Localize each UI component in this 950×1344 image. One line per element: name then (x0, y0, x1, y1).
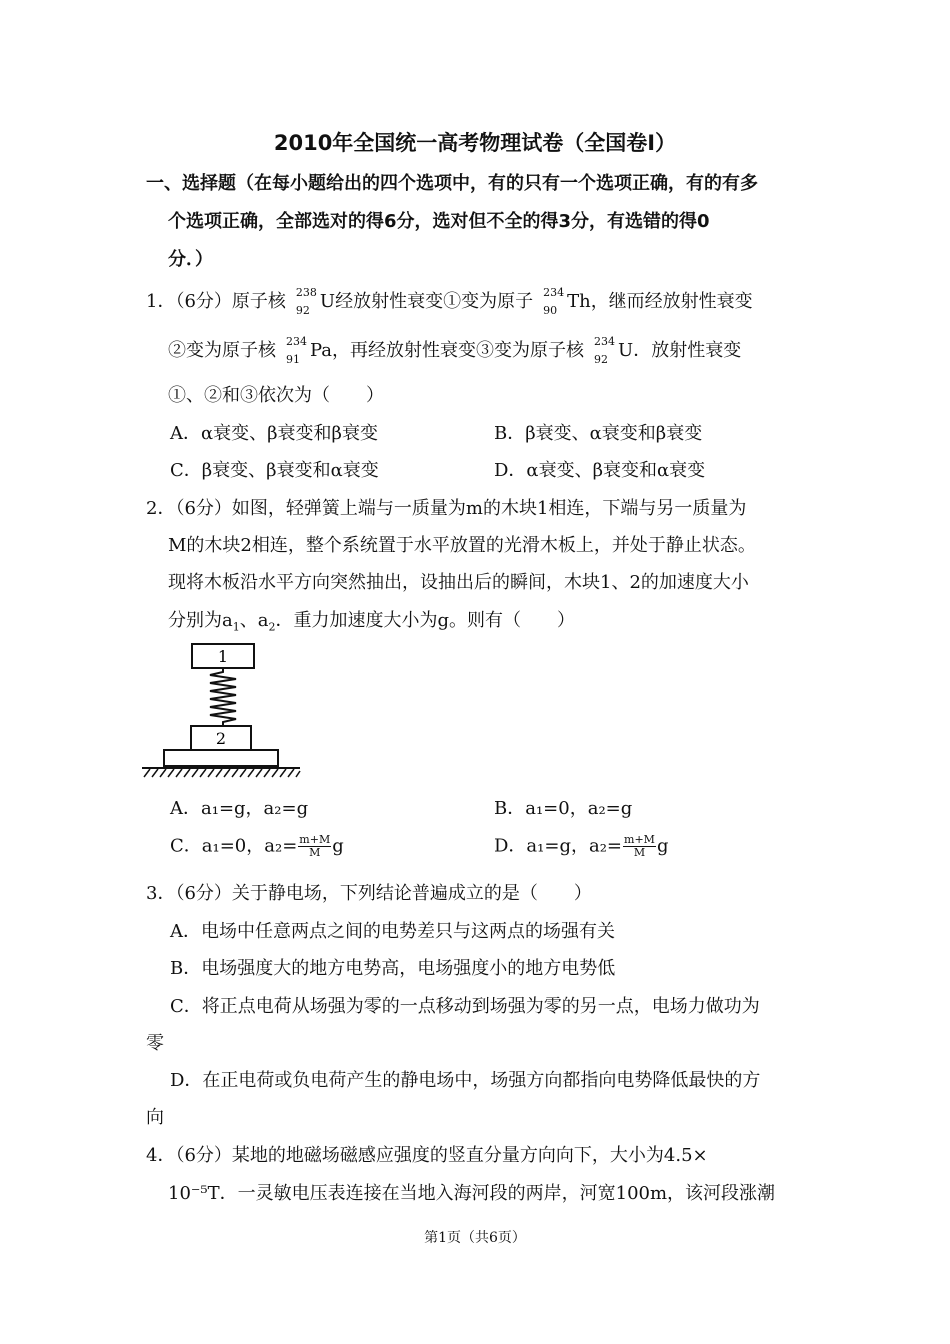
q1-text: 1．（6分）原子核 (146, 291, 286, 312)
block-2-label: 2 (215, 729, 227, 748)
fraction: $\frac{m+M}{M}$ (299, 833, 331, 859)
nuclide-u238: 238 92 (295, 286, 317, 317)
page-title: 2010年全国统一高考物理试卷（全国卷Ⅰ） (273, 131, 677, 155)
q2-line1: 2．（6分）如图，轻弹簧上端与一质量为m的木块1相连，下端与另一质量为 (146, 498, 747, 519)
board (164, 750, 278, 766)
q2-option-c: C．a₁=0，a₂= $\frac{m+M}{M}$ g (170, 833, 344, 859)
q2-option-a: A．a₁=g，a₂=g (170, 798, 309, 819)
section-heading-line2: 个选项正确，全部选对的得6分，选对但不全的得3分，有选错的得0 (168, 211, 710, 232)
q2-line4: 分别为$a_1$、$a_2$．重力加速度大小为g。则有（ ） (168, 610, 575, 634)
q3-option-c-line1: C．将正点电荷从场强为零的一点移动到场强为零的另一点，电场力做功为 (170, 996, 760, 1017)
nuclide-u234: 234 92 (594, 335, 616, 366)
q3-line1: 3．（6分）关于静电场，下列结论普遍成立的是（ ） (146, 883, 592, 904)
spring-blocks-figure (140, 640, 305, 780)
nuclide-pa234: 234 91 (286, 335, 307, 366)
q1-line3: ①、②和③依次为（ ） (168, 385, 384, 406)
nuclide-th234: 234 90 (543, 286, 565, 317)
spring (210, 668, 236, 726)
fraction: $\frac{m+M}{M}$ (624, 833, 655, 859)
nuclide-symbol: U (319, 291, 336, 312)
q2-line3: 现将木板沿水平方向突然抽出，设抽出后的瞬间，木块1、2的加速度大小 (168, 572, 749, 593)
q3-option-d-line1: D．在正电荷或负电荷产生的静电场中，场强方向都指向电势降低最快的方 (170, 1070, 761, 1091)
q1-option-c: C．β衰变、β衰变和α衰变 (170, 460, 379, 481)
section-heading-line3: 分．） (168, 249, 213, 270)
q1-line1: 1．（6分）原子核 238 92 U经放射性衰变①变为原子 234 90 Th，继而经放射性衰变 (146, 286, 753, 317)
block-1-label: 1 (217, 647, 229, 666)
q3-option-b: B．电场强度大的地方电势高，电场强度小的地方电势低 (170, 958, 616, 979)
q1-line2: ②变为原子核 234 91 Pa，再经放射性衰变③变为原子核 234 92 U．放射性衰变 (168, 335, 742, 366)
q1-option-d: D．α衰变、β衰变和α衰变 (494, 460, 706, 481)
ground-hatch (144, 769, 300, 777)
q3-option-a: A．电场中任意两点之间的电势差只与这两点的场强有关 (170, 921, 615, 942)
q2-line2: M的木块2相连，整个系统置于水平放置的光滑木板上，并处于静止状态。 (168, 535, 756, 556)
q2-option-d: D．a₁=g，a₂= $\frac{m+M}{M}$ g (494, 833, 669, 859)
q1-option-b: B．β衰变、α衰变和β衰变 (494, 423, 703, 444)
q2-option-b: B．a₁=0，a₂=g (494, 798, 633, 819)
q4-line1: 4．（6分）某地的地磁场磁感应强度的竖直分量方向向下，大小为4.5× (146, 1145, 708, 1166)
q3-option-d-line2: 向 (146, 1107, 164, 1128)
page-footer: 第1页（共6页） (424, 1230, 526, 1246)
q1-option-a: A．α衰变、β衰变和β衰变 (170, 423, 378, 444)
q4-line2: 10⁻⁵T．一灵敏电压表连接在当地入海河段的两岸，河宽100m，该河段涨潮 (168, 1183, 776, 1204)
q3-option-c-line2: 零 (146, 1033, 164, 1054)
section-heading-line1: 一、选择题（在每小题给出的四个选项中，有的只有一个选项正确，有的有多 (146, 173, 758, 194)
